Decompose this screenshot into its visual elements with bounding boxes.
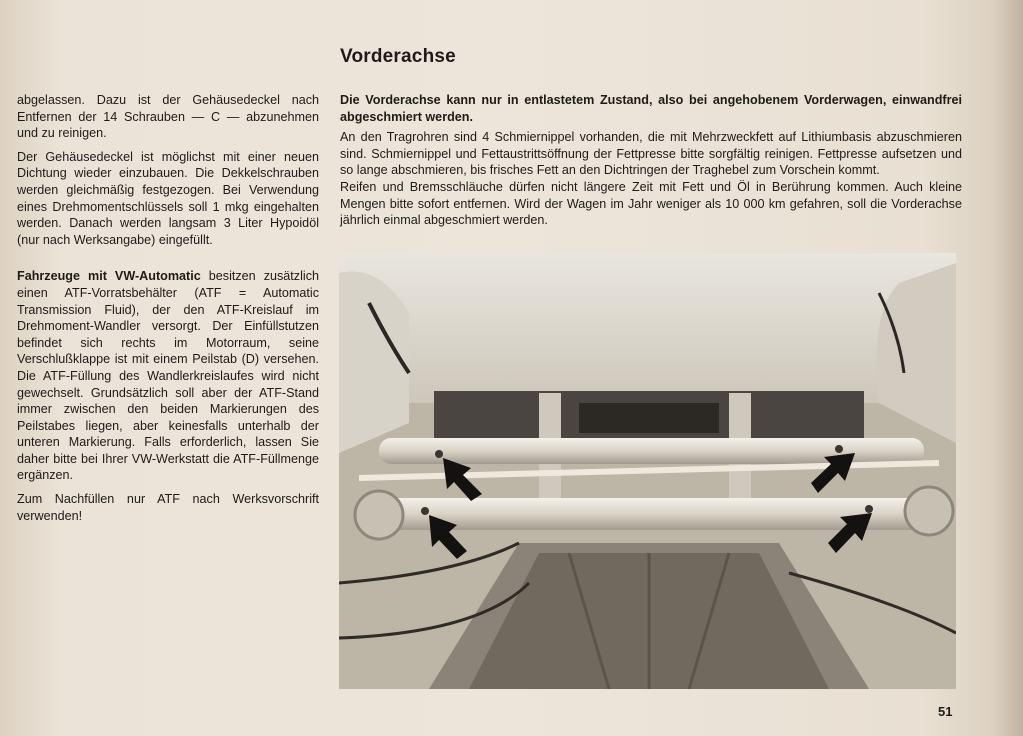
vw-automatic-heading: Fahrzeuge mit VW-Automatic (17, 269, 201, 284)
lead-paragraph (340, 92, 962, 125)
grease-nipple-2 (835, 445, 843, 453)
left-paragraph-3-text: besitzen zusätzlich einen ATF-Vorratsbehälter (ATF = Automatic Transmission Fluid), der den ATF-Kreislauf im Drehmoment-Wandler versorgt. Der Einfüllstutzen befindet sich rechts im Motorraum, seine Verschlußklappe ist mit einem Peilstab (D) versehen. Die ATF-Füllung des Wandlerkreislaufes wird nicht gewechselt. Grundsätzlich soll aber der ATF-Stand immer zwischen den beiden Markierungen des Peilstabes liegen, aber keinesfalls unterhalb der unteren Markierung. Falls erforderlich, lassen Sie daher bitte bei Ihrer VW-Werkstatt die ATF-Füllmenge ergänzen. (17, 269, 319, 483)
left-paragraph-4: Zum Nachfüllen nur ATF nach Werksvorschrift verwenden! (17, 492, 319, 523)
right-torsion-end (905, 487, 953, 535)
right-paragraph-2: Reifen und Bremsschläuche dürfen nicht längere Zeit mit Fett und Öl in Berührung kommen. Auch kleine Mengen bitte sofort entfernen. Wird der Wagen im Jahr weniger als 10 000 km gefahren, soll die Vorderachse jährlich einmal abgeschmiert werden. (340, 179, 962, 228)
page-title: Vorderachse (340, 46, 456, 67)
right-column (340, 92, 962, 229)
vehicle-body-panel (339, 253, 956, 403)
left-column (17, 92, 319, 531)
left-paragraph-2: Der Gehäusedeckel ist möglichst mit einer neuen Dichtung wieder einzubauen. Die Dekkelschrauben werden gleichmäßig festgezogen. Bei Verwendung eines Drehmomentschlüssels soll 1 mkg eingehalten werden. Danach werden langsam 3 Liter Hypoidöl (nur nach Werksangabe) eingefüllt. (17, 149, 319, 247)
radiator-opening (579, 403, 719, 433)
page-number: 51 (938, 704, 953, 719)
left-paragraph-3 (17, 268, 319, 484)
grease-nipple-4 (865, 505, 873, 513)
right-paragraph-1: An den Tragrohren sind 4 Schmiernippel vorhanden, die mit Mehrzweckfett auf Lithiumbasis abzuschmieren sind. Schmiernippel und Fettaustrittsöffnung der Fettpresse bitte sorgfältig reinigen. Fettpresse aufsetzen und so lange abschmieren, bis frisches Fett an den Dichtringen der Traghebel zum Vorschein kommt. (340, 130, 962, 178)
grease-nipple-3 (421, 507, 429, 515)
left-torsion-end (355, 491, 403, 539)
lead-paragraph-text: Die Vorderachse kann nur in entlastetem Zustand, also bei angehobenem Vorderwagen, einwandfrei abgeschmiert werden. (340, 93, 962, 124)
left-paragraph-1: abgelassen. Dazu ist der Gehäusedeckel nach Entfernen der 14 Schrauben — C — abzunehmen und zu reinigen. (17, 93, 319, 141)
left-wheel-arch (339, 271, 409, 453)
front-axle-illustration (339, 253, 956, 689)
grease-nipple-1 (435, 450, 443, 458)
front-axle-photo (339, 253, 956, 689)
book-spine-shadow (993, 0, 1023, 736)
